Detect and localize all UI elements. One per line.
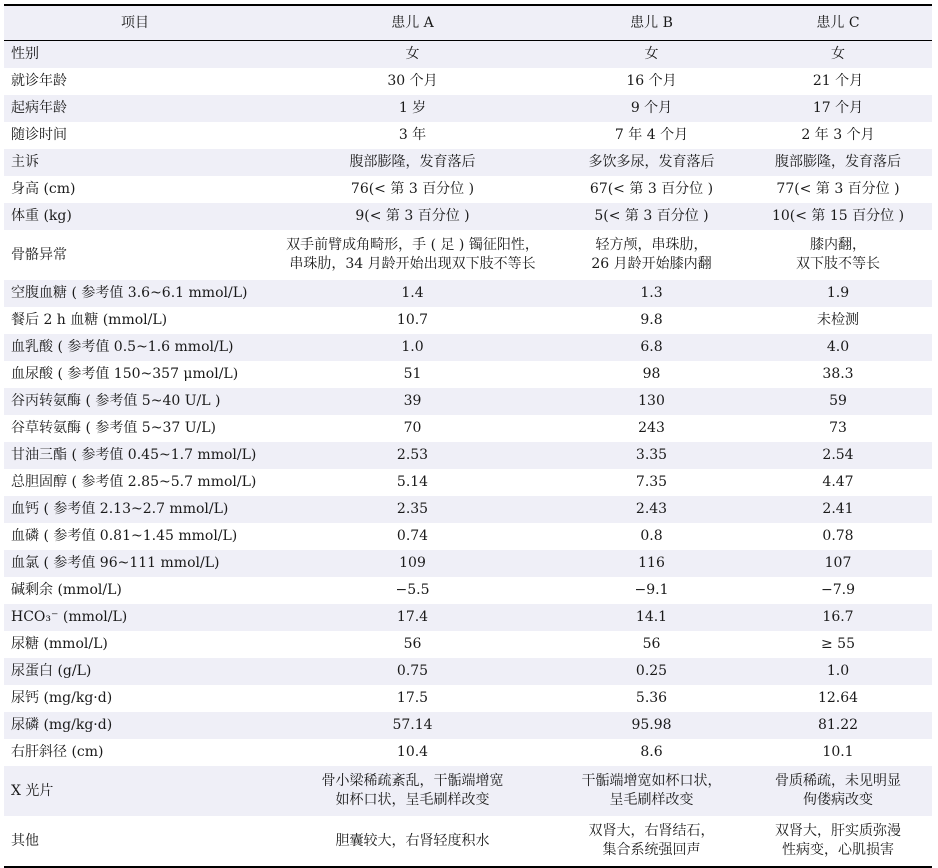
cell-patient-c-text: 女	[831, 46, 845, 62]
cell-patient-b	[559, 122, 744, 149]
row-label	[4, 658, 266, 685]
cell-patient-a	[266, 658, 559, 685]
cell-patient-a-text: 胆囊较大，右肾轻度积水	[335, 832, 490, 849]
row-label-text: 碱剩余 (mmol/L)	[11, 582, 122, 598]
cell-patient-b	[559, 95, 744, 122]
row-label-text: 谷草转氨酶 ( 参考值 5~37 U/L)	[11, 420, 216, 436]
table-row	[4, 41, 932, 69]
table-row	[4, 523, 932, 550]
cell-patient-b-text: 轻方颅，串珠肋， 26 月龄开始膝内翻	[591, 237, 712, 272]
row-label	[4, 550, 266, 577]
row-label	[4, 415, 266, 442]
cell-patient-c-text: 腹部膨隆，发育落后	[775, 154, 901, 170]
cell-patient-a-text: 骨小梁稀疏紊乱，干骺端增宽 如杯口状，呈毛刷样改变	[321, 773, 504, 808]
table-row	[4, 415, 932, 442]
row-label	[4, 388, 266, 415]
cell-patient-a-text: 2.35	[396, 501, 429, 517]
cell-patient-c	[744, 658, 932, 685]
table-row	[4, 280, 932, 307]
cell-patient-c-text: 未检测	[817, 312, 859, 328]
cell-patient-c-text: 59	[829, 393, 847, 409]
header-item: 项目	[121, 14, 149, 31]
row-label-text: 身高 (cm)	[11, 181, 76, 197]
cell-patient-c	[744, 442, 932, 469]
cell-patient-b-text: 7 年 4 个月	[614, 127, 689, 143]
cell-patient-c	[744, 68, 932, 95]
cell-patient-a-text: 9(< 第 3 百分位 )	[355, 208, 470, 224]
cell-patient-a-text: 0.75	[396, 663, 429, 679]
cell-patient-b	[559, 496, 744, 523]
cell-patient-b-text: 0.25	[635, 663, 668, 679]
table-row	[4, 388, 932, 415]
cell-patient-a	[266, 469, 559, 496]
cell-patient-a-text: 109	[399, 555, 426, 571]
row-label	[4, 361, 266, 388]
cell-patient-a-text: 10.7	[396, 312, 429, 328]
cell-patient-b	[559, 334, 744, 361]
row-label-text: 尿磷 (mg/kg·d)	[11, 717, 113, 733]
cell-patient-c-text: 0.78	[822, 528, 854, 544]
cell-patient-c-text: 12.64	[817, 690, 859, 706]
cell-patient-a	[266, 149, 559, 176]
row-label-text: 总胆固醇 ( 参考值 2.85~5.7 mmol/L)	[11, 474, 257, 490]
cell-patient-c	[744, 307, 932, 334]
cell-patient-c	[744, 550, 932, 577]
row-label	[4, 68, 266, 95]
cell-patient-c-text: 73	[829, 420, 847, 436]
table-row	[4, 766, 932, 816]
row-label-text: 尿蛋白 (g/L)	[11, 663, 92, 679]
cell-patient-b-text: 0.8	[640, 528, 663, 544]
cell-patient-c-text: −7.9	[821, 582, 855, 598]
cell-patient-b	[559, 176, 744, 203]
cell-patient-c-text: 10.1	[822, 744, 854, 760]
row-label	[4, 176, 266, 203]
row-label	[4, 496, 266, 523]
row-label	[4, 334, 266, 361]
table-row	[4, 203, 932, 230]
cell-patient-c	[744, 631, 932, 658]
cell-patient-b-text: 95.98	[631, 717, 672, 733]
row-label-text: 餐后 2 h 血糖 (mmol/L)	[11, 312, 168, 328]
cell-patient-c-text: 膝内翻， 双下肢不等长	[796, 237, 880, 272]
cell-patient-c-text: 2.41	[822, 501, 854, 517]
table-row	[4, 631, 932, 658]
cell-patient-a-text: 女	[405, 46, 420, 62]
cell-patient-b-text: 67(< 第 3 百分位 )	[589, 181, 714, 197]
cell-patient-c-text: 2 年 3 个月	[801, 127, 875, 143]
cell-patient-a	[266, 95, 559, 122]
row-label-text: 性别	[11, 46, 39, 62]
cell-patient-a	[266, 415, 559, 442]
row-label	[4, 280, 266, 307]
row-label	[4, 230, 266, 280]
cell-patient-b-text: 7.35	[635, 474, 668, 490]
row-label-text: 随诊时间	[11, 127, 67, 143]
cell-patient-c-text: 38.3	[822, 366, 854, 382]
cell-patient-a-text: 17.4	[396, 609, 429, 625]
cell-patient-b-text: 女	[644, 46, 659, 62]
table-row	[4, 122, 932, 149]
cell-patient-b-text: 3.35	[635, 447, 668, 463]
row-label-text: 血乳酸 ( 参考值 0.5~1.6 mmol/L)	[11, 339, 234, 355]
cell-patient-a-text: 2.53	[396, 447, 429, 463]
cell-patient-b	[559, 766, 744, 816]
row-label	[4, 577, 266, 604]
cell-patient-a	[266, 739, 559, 766]
cell-patient-b	[559, 68, 744, 95]
row-label-text: 体重 (kg)	[11, 208, 72, 224]
cell-patient-b-text: 98	[642, 366, 661, 382]
cell-patient-c-text: 21 个月	[812, 73, 864, 89]
cell-patient-b	[559, 280, 744, 307]
cell-patient-a	[266, 203, 559, 230]
table-row	[4, 361, 932, 388]
cell-patient-c-text: 77(< 第 3 百分位 )	[776, 181, 900, 197]
row-label-text: 血磷 ( 参考值 0.81~1.45 mmol/L)	[11, 528, 238, 544]
row-label-text: 血尿酸 ( 参考值 150~357 μmol/L)	[11, 366, 239, 382]
cell-patient-c	[744, 469, 932, 496]
row-label	[4, 442, 266, 469]
table-row	[4, 307, 932, 334]
cell-patient-b-text: 8.6	[640, 744, 663, 760]
cell-patient-a-text: 0.74	[396, 528, 429, 544]
cell-patient-a-text: 51	[403, 366, 422, 382]
cell-patient-c-text: 81.22	[817, 717, 859, 733]
table-body	[4, 41, 932, 868]
cell-patient-a-text: 39	[403, 393, 422, 409]
cell-patient-b	[559, 604, 744, 631]
header-patient-c: 患儿 C	[816, 14, 860, 31]
cell-patient-b-text: 2.43	[635, 501, 668, 517]
row-label-text: 右肝斜径 (cm)	[11, 744, 104, 760]
cell-patient-c	[744, 203, 932, 230]
cell-patient-a	[266, 550, 559, 577]
cell-patient-c-text: 17 个月	[812, 100, 864, 116]
cell-patient-a-text: −5.5	[395, 582, 430, 598]
cell-patient-b-text: 130	[638, 393, 665, 409]
cell-patient-b	[559, 149, 744, 176]
cell-patient-c	[744, 712, 932, 739]
cell-patient-b	[559, 361, 744, 388]
row-label	[4, 523, 266, 550]
table-row	[4, 230, 932, 280]
cell-patient-c-text: 骨质稀疏，未见明显 佝偻病改变	[775, 773, 901, 808]
row-label-text: 就诊年龄	[11, 73, 67, 89]
row-label	[4, 307, 266, 334]
row-label-text: 尿钙 (mg/kg·d)	[11, 690, 113, 706]
cell-patient-a-text: 双手前臂成角畸形，手 ( 足 ) 镯征阳性， 串珠肋，34 月龄开始出现双下肢不等长	[286, 237, 539, 272]
table-header-row	[4, 5, 932, 41]
row-label-text: 甘油三酯 ( 参考值 0.45~1.7 mmol/L)	[11, 447, 257, 463]
cell-patient-b	[559, 307, 744, 334]
row-label-text: 其他	[11, 832, 39, 849]
table-row	[4, 334, 932, 361]
table-row	[4, 469, 932, 496]
cell-patient-b-text: 1.3	[640, 285, 663, 301]
cell-patient-c-text: 4.0	[826, 339, 850, 355]
cell-patient-a	[266, 631, 559, 658]
cell-patient-c-text: 10(< 第 15 百分位 )	[771, 208, 905, 224]
cell-patient-b	[559, 442, 744, 469]
cell-patient-a	[266, 766, 559, 816]
cell-patient-b-text: 243	[638, 420, 665, 436]
table-row	[4, 95, 932, 122]
cell-patient-b-text: 5.36	[635, 690, 668, 706]
cell-patient-c-text: 107	[824, 555, 852, 571]
table-row	[4, 658, 932, 685]
cell-patient-a	[266, 523, 559, 550]
cell-patient-a	[266, 307, 559, 334]
row-label-text: 血氯 ( 参考值 96~111 mmol/L)	[11, 555, 220, 571]
cell-patient-a	[266, 577, 559, 604]
table-row	[4, 685, 932, 712]
cell-patient-c	[744, 766, 932, 816]
cell-patient-b	[559, 658, 744, 685]
cell-patient-b	[559, 550, 744, 577]
cell-patient-b-text: 多饮多尿，发育落后	[588, 154, 715, 170]
cell-patient-c	[744, 415, 932, 442]
cell-patient-b-text: 16 个月	[626, 73, 677, 89]
cell-patient-c	[744, 41, 932, 69]
cell-patient-a	[266, 604, 559, 631]
cell-patient-c	[744, 334, 932, 361]
row-label	[4, 469, 266, 496]
row-label	[4, 122, 266, 149]
cell-patient-c-text: 1.0	[826, 663, 850, 679]
row-label	[4, 739, 266, 766]
cell-patient-b-text: 14.1	[635, 609, 668, 625]
row-label	[4, 685, 266, 712]
cell-patient-a-text: 76(< 第 3 百分位 )	[350, 181, 475, 197]
row-label-text: 起病年龄	[11, 100, 67, 116]
cell-patient-a-text: 1.4	[401, 285, 424, 301]
cell-patient-b	[559, 469, 744, 496]
row-label-text: 骨骼异常	[11, 246, 67, 263]
row-label	[4, 95, 266, 122]
row-label-text: 尿糖 (mmol/L)	[11, 636, 108, 652]
cell-patient-a	[266, 712, 559, 739]
cell-patient-b-text: 5(< 第 3 百分位 )	[594, 208, 709, 224]
clinical-data-table	[4, 4, 932, 868]
cell-patient-a-text: 腹部膨隆，发育落后	[349, 154, 476, 170]
clinical-data-table-container	[4, 4, 932, 868]
cell-patient-c	[744, 176, 932, 203]
cell-patient-c	[744, 577, 932, 604]
cell-patient-a	[266, 280, 559, 307]
cell-patient-b-text: −9.1	[634, 582, 669, 598]
table-row	[4, 550, 932, 577]
table-row	[4, 68, 932, 95]
cell-patient-b	[559, 739, 744, 766]
table-row	[4, 739, 932, 766]
cell-patient-c	[744, 523, 932, 550]
cell-patient-b-text: 9.8	[640, 312, 663, 328]
cell-patient-b	[559, 816, 744, 867]
cell-patient-c	[744, 230, 932, 280]
cell-patient-b-text: 干骺端增宽如杯口状， 呈毛刷样改变	[581, 773, 722, 808]
row-label-text: 谷丙转氨酶 ( 参考值 5~40 U/L )	[11, 393, 221, 409]
cell-patient-c-text: ≥ 55	[821, 636, 855, 652]
cell-patient-a-text: 5.14	[396, 474, 429, 490]
cell-patient-c	[744, 95, 932, 122]
cell-patient-a-text: 1.0	[401, 339, 424, 355]
cell-patient-c-text: 2.54	[822, 447, 854, 463]
cell-patient-c	[744, 388, 932, 415]
cell-patient-c	[744, 604, 932, 631]
row-label-text: 血钙 ( 参考值 2.13~2.7 mmol/L)	[11, 501, 229, 517]
cell-patient-a	[266, 816, 559, 867]
cell-patient-a	[266, 334, 559, 361]
cell-patient-c	[744, 280, 932, 307]
table-row	[4, 176, 932, 203]
cell-patient-b	[559, 631, 744, 658]
cell-patient-a-text: 57.14	[392, 717, 433, 733]
row-label-text: 空腹血糖 ( 参考值 3.6~6.1 mmol/L)	[11, 285, 248, 301]
cell-patient-a	[266, 361, 559, 388]
cell-patient-b	[559, 712, 744, 739]
row-label	[4, 766, 266, 816]
cell-patient-a-text: 3 年	[398, 127, 427, 143]
cell-patient-b	[559, 230, 744, 280]
cell-patient-a	[266, 685, 559, 712]
cell-patient-c	[744, 496, 932, 523]
cell-patient-a	[266, 122, 559, 149]
cell-patient-a	[266, 230, 559, 280]
table-row	[4, 149, 932, 176]
row-label-text: X 光片	[11, 782, 54, 799]
row-label	[4, 203, 266, 230]
cell-patient-a-text: 1 岁	[398, 100, 427, 116]
row-label	[4, 604, 266, 631]
cell-patient-b-text: 116	[638, 555, 665, 571]
row-label	[4, 149, 266, 176]
row-label-text: 主诉	[11, 154, 39, 170]
row-label	[4, 631, 266, 658]
cell-patient-a	[266, 442, 559, 469]
row-label	[4, 816, 266, 867]
cell-patient-a	[266, 68, 559, 95]
cell-patient-a	[266, 41, 559, 69]
row-label-text: HCO₃⁻ (mmol/L)	[11, 609, 128, 625]
cell-patient-a	[266, 388, 559, 415]
cell-patient-a-text: 10.4	[396, 744, 429, 760]
cell-patient-c-text: 4.47	[822, 474, 854, 490]
cell-patient-c	[744, 816, 932, 867]
cell-patient-b	[559, 415, 744, 442]
table-row	[4, 577, 932, 604]
cell-patient-b	[559, 523, 744, 550]
row-label	[4, 41, 266, 69]
header-patient-a: 患儿 A	[391, 14, 434, 31]
cell-patient-b-text: 双肾大，右肾结石， 集合系统强回声	[588, 823, 715, 858]
table-row	[4, 816, 932, 867]
table-row	[4, 442, 932, 469]
cell-patient-b	[559, 685, 744, 712]
cell-patient-c	[744, 685, 932, 712]
cell-patient-c	[744, 149, 932, 176]
cell-patient-b-text: 9 个月	[630, 100, 673, 116]
cell-patient-a-text: 30 个月	[387, 73, 438, 89]
cell-patient-b-text: 6.8	[640, 339, 663, 355]
table-row	[4, 712, 932, 739]
cell-patient-c-text: 双肾大，肝实质弥漫 性病变，心肌损害	[775, 823, 901, 858]
cell-patient-c	[744, 361, 932, 388]
cell-patient-b	[559, 577, 744, 604]
cell-patient-b-text: 56	[642, 636, 661, 652]
cell-patient-c	[744, 739, 932, 766]
header-patient-b: 患儿 B	[630, 14, 673, 31]
cell-patient-c	[744, 122, 932, 149]
cell-patient-a-text: 70	[403, 420, 422, 436]
cell-patient-c-text: 16.7	[822, 609, 854, 625]
table-row	[4, 496, 932, 523]
row-label	[4, 712, 266, 739]
cell-patient-a-text: 17.5	[396, 690, 429, 706]
cell-patient-a	[266, 176, 559, 203]
cell-patient-a-text: 56	[403, 636, 422, 652]
cell-patient-a	[266, 496, 559, 523]
cell-patient-b	[559, 41, 744, 69]
table-row	[4, 604, 932, 631]
cell-patient-b	[559, 203, 744, 230]
cell-patient-c-text: 1.9	[826, 285, 850, 301]
cell-patient-b	[559, 388, 744, 415]
